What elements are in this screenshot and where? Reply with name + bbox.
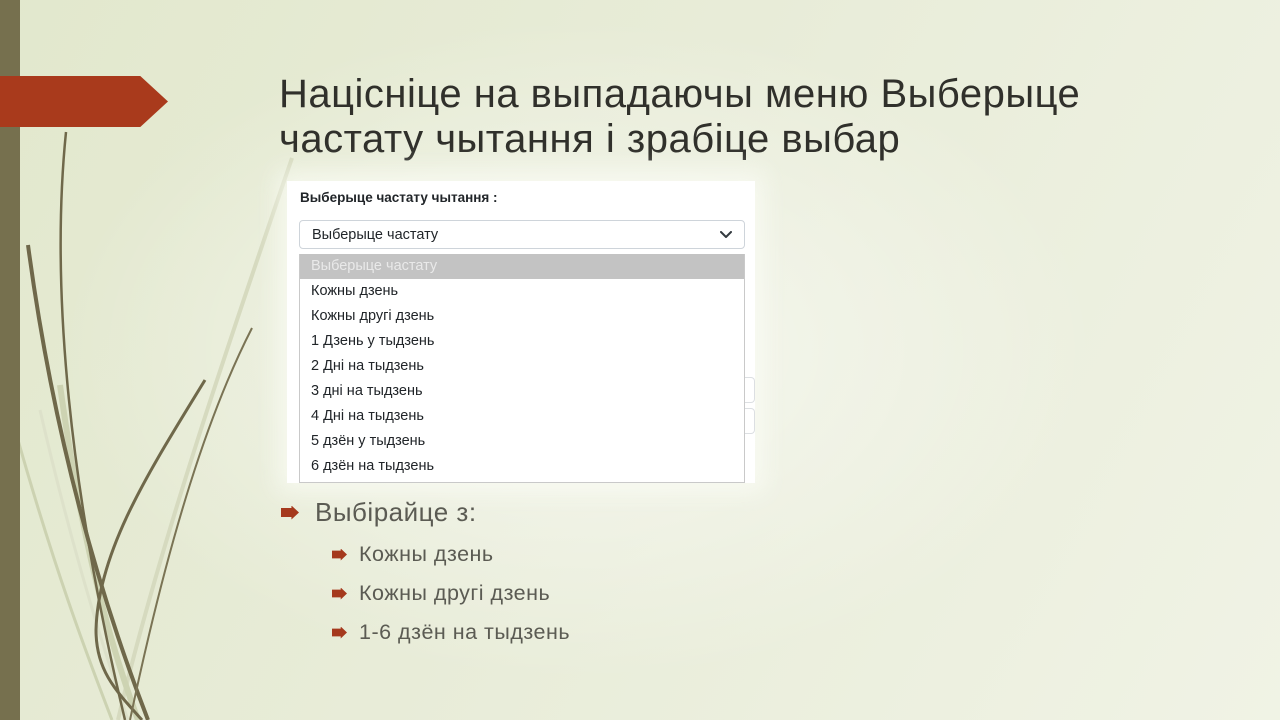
select-value: Выберыце частату <box>312 226 439 243</box>
title-arrow-decoration <box>0 76 168 127</box>
dropdown-option[interactable]: 1 Дзень у тыдзень <box>300 329 744 354</box>
screenshot-panel <box>287 181 755 483</box>
sub-bullet-row <box>332 542 494 567</box>
arrow-bullet-icon <box>332 627 347 639</box>
slide-title-line1: Націсніце на выпадаючы меню Выберыце <box>279 72 1081 116</box>
dropdown-option[interactable]: 2 Дні на тыдзень <box>300 354 744 379</box>
dropdown-option-selected[interactable]: Выберыце частату <box>300 254 744 279</box>
dropdown-option[interactable]: Кожны другі дзень <box>300 304 744 329</box>
frequency-field-label: Выберыце частату чытання : <box>300 190 498 205</box>
underlying-field-edge <box>744 408 755 434</box>
frequency-select[interactable] <box>299 220 745 249</box>
slide-title-line2: частату чытання і зрабіце выбар <box>279 117 901 161</box>
dropdown-option[interactable]: Кожны дзень <box>300 279 744 304</box>
slide-title <box>279 72 1209 162</box>
dropdown-option[interactable]: 6 дзён на тыдзень <box>300 454 744 479</box>
underlying-field-edge <box>744 377 755 403</box>
sub-bullet-text: Кожны другі дзень <box>359 581 551 605</box>
chevron-down-icon <box>720 231 732 239</box>
sub-bullet-text: Кожны дзень <box>359 542 494 566</box>
dropdown-option[interactable]: 4 Дні на тыдзень <box>300 404 744 429</box>
arrow-bullet-icon <box>332 549 347 561</box>
arrow-bullet-icon <box>332 588 347 600</box>
arrow-bullet-icon <box>281 506 299 520</box>
sub-bullet-row <box>332 581 550 606</box>
dropdown-option[interactable]: 5 дзён у тыдзень <box>300 429 744 454</box>
sub-bullet-text: 1-6 дзён на тыдзень <box>359 620 571 644</box>
dropdown-option[interactable]: 3 дні на тыдзень <box>300 379 744 404</box>
bullet-heading: Выбірайце з: <box>315 497 477 527</box>
sub-bullet-row <box>332 620 570 645</box>
bullet-heading-row <box>281 497 477 528</box>
dropdown-menu <box>299 254 745 483</box>
